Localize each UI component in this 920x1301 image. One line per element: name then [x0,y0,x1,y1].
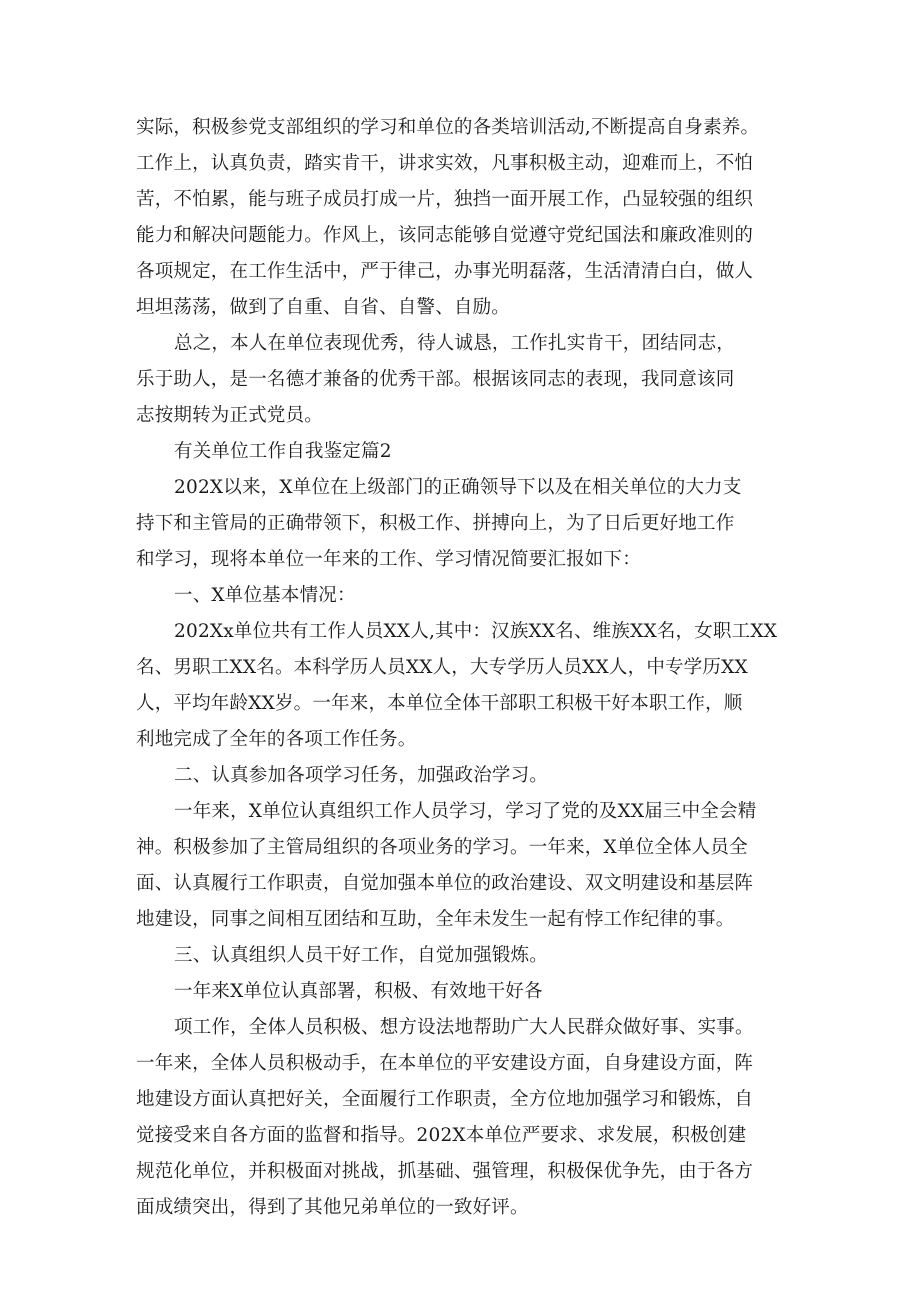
paragraph-start-line: 202X以来，X单位在上级部门的正确领导下以及在相关单位的大力支 [174,477,742,498]
text-line: 实际，积极参党支部组织的学习和单位的各类培训活动,不断提高自身素养。 [136,117,760,138]
text-line: 苦，不怕累，能与班子成员打成一片，独挡一面开展工作，凸显较强的组织 [136,189,754,210]
text-line: 规范化单位，并积极面对挑战，抓基础、强管理，积极保优争先，由于各方 [136,1161,754,1182]
text-line: 面、认真履行工作职责，自觉加强本单位的政治建设、双文明建设和基层阵 [136,873,754,894]
paragraph-start-line: 一年来X单位认真部署，积极、有效地干好各 [174,981,543,1002]
text-line: 地建设，同事之间相互团结和互助，全年未发生一起有悖工作纪律的事。 [136,909,735,930]
text-line: 名、男职工XX名。本科学历人员XX人，大专学历人员XX人，中专学历XX [136,657,748,678]
subsection-heading: 二、认真参加各项学习任务，加强政治学习。 [174,765,549,786]
paragraph-start-line: 一年来，X单位认真组织工作人员学习，学习了党的及XX届三中全会精 [174,801,757,822]
section-heading: 有关单位工作自我鉴定篇2 [174,441,392,462]
text-line: 面成绩突出，得到了其他兄弟单位的一致好评。 [136,1197,529,1218]
text-line: 神。积极参加了主管局组织的各项业务的学习。一年来，X单位全体人员全 [136,837,748,858]
text-line: 和学习，现将本单位一年来的工作、学习情况简要汇报如下： [136,549,641,570]
text-line: 志按期转为正式党员。 [136,405,324,426]
text-line: 坦坦荡荡，做到了自重、自省、自警、自励。 [136,297,511,318]
text-line: 乐于助人，是一名德才兼备的优秀干部。根据该同志的表现，我同意该同 [136,369,735,390]
subsection-heading: 一、X单位基本情况： [174,585,356,606]
text-line: 能力和解决问题能力。作风上，该同志能够自觉遵守党纪国法和廉政准则的 [136,225,754,246]
text-line: 各项规定，在工作生活中，严于律己，办事光明磊落，生活清清白白，做人 [136,261,754,282]
subsection-heading: 三、认真组织人员干好工作，自觉加强锻炼。 [174,945,549,966]
text-line: 一年来，全体人员积极动手，在本单位的平安建设方面，自身建设方面，阵 [136,1053,754,1074]
text-line: 工作上，认真负责，踏实肯干，讲求实效，凡事积极主动，迎难而上，不怕 [136,153,754,174]
text-line: 项工作，全体人员积极、想方设法地帮助广大人民群众做好事、实事。 [174,1017,754,1038]
text-line: 觉接受来自各方面的监督和指导。202X本单位严要求、求发展，积极创建 [136,1125,747,1146]
paragraph-start-line: 总之，本人在单位表现优秀，待人诚恳，工作扎实肯干，团结同志， [174,333,736,354]
text-line: 人，平均年龄XX岁。一年来，本单位全体干部职工积极干好本职工作，顺 [136,693,743,714]
text-line: 持下和主管局的正确带领下，积极工作、拼搏向上，为了日后更好地工作 [136,513,735,534]
paragraph-start-line: 202Xx单位共有工作人员XX人,其中：汉族XX名、维族XX名，女职工XX [174,621,778,642]
text-line: 利地完成了全年的各项工作任务。 [136,729,417,750]
text-line: 地建设方面认真把好关，全面履行工作职责，全方位地加强学习和锻炼，自 [136,1089,754,1110]
